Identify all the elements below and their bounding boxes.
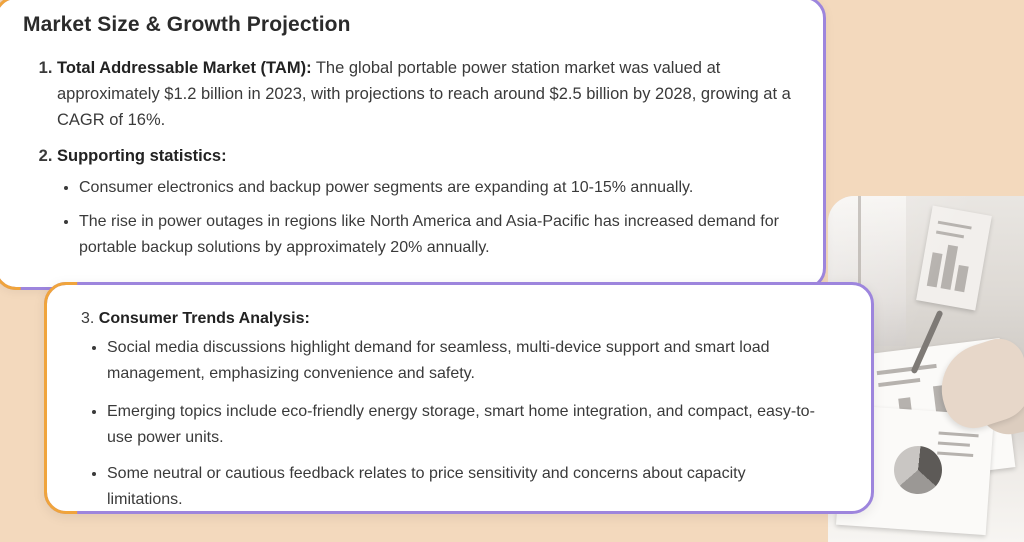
tam-label: Total Addressable Market (TAM): [57,59,312,77]
page-title: Market Size & Growth Projection [23,13,351,36]
supporting-statistics-bullets [57,175,825,261]
market-size-card [0,0,826,290]
list-item: • Social media discussions highlight demand for seamless, multi-device support and smart load management, emphasizing convenience and safety. [107,335,821,387]
market-size-list [27,55,825,271]
list-item-tam [57,55,825,133]
consumer-trends-bullets [81,335,821,513]
consumer-trends-body [81,307,821,523]
list-item-supporting-statistics [57,143,825,261]
list-item: • Some neutral or cautious feedback relates to price sensitivity and concerns about capacity limitations. [107,461,821,513]
supporting-statistics-label: Supporting statistics: [57,147,227,165]
list-item: • The rise in power outages in regions like North America and Asia-Pacific has increased demand for portable backup solutions by approximately 20% annually. [79,209,825,261]
consumer-trends-label: Consumer Trends Analysis: [98,310,310,327]
consumer-trends-number: 3. [81,310,95,327]
list-item: • Emerging topics include eco-friendly energy storage, smart home integration, and compact, easy-to-use power units. [107,399,821,451]
consumer-trends-card [44,282,874,514]
consumer-trends-heading [81,307,821,331]
list-item: • Consumer electronics and backup power segments are expanding at 10-15% annually. [79,175,825,201]
tam-text: The global portable power station market was valued at approximately $1.2 billion in 2023, with projections to reach around $2.5 billion by 2028, growing at a CAGR of 16%. [57,59,791,129]
